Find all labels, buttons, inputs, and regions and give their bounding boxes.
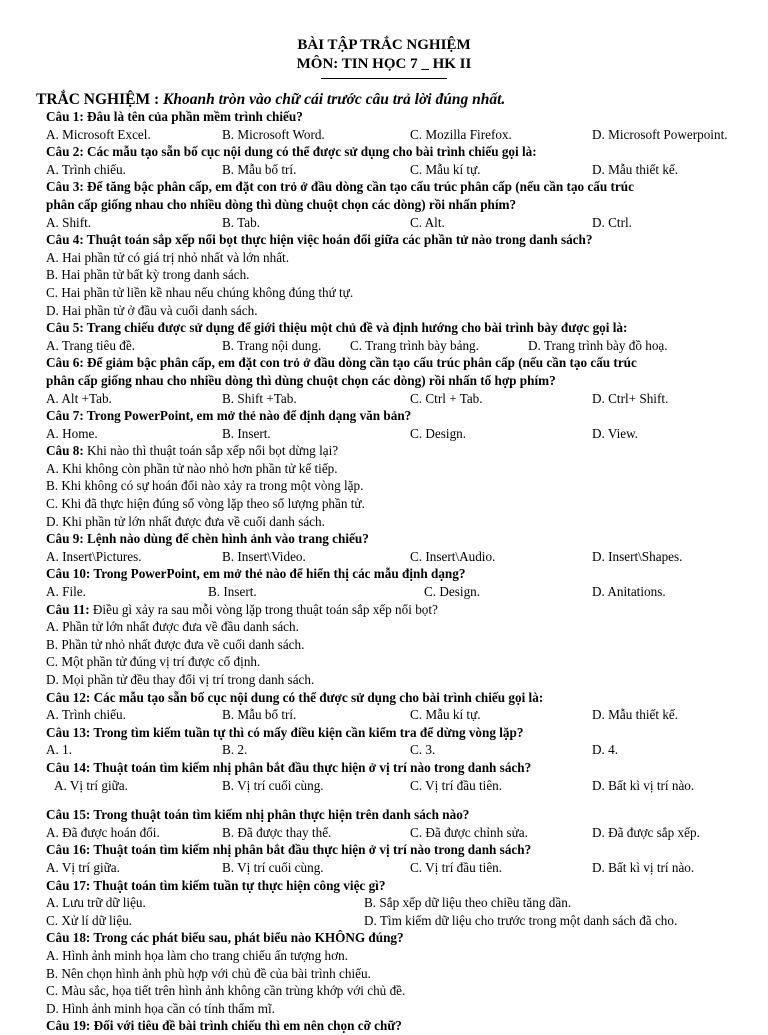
option-a: A. Vị trí giữa. <box>54 777 128 793</box>
option-d: D. Mẫu thiết kế. <box>592 161 679 177</box>
option-b: B. Đã được thay thế. <box>222 824 332 840</box>
option-c: C. Trang trình bày bảng. <box>350 337 479 353</box>
question-4: Câu 4: Thuật toán sắp xếp nổi bọt thực hiện việc hoán đổi giữa các phần tử nào trong danh sách? <box>46 232 593 248</box>
options-5 <box>46 337 762 355</box>
question-19: Câu 19: Đối với tiêu đề bài trình chiếu thì em nên chọn cỡ chữ? <box>46 1018 402 1034</box>
option-b: B. 2. <box>222 742 248 758</box>
option-d: D. Đã được sắp xếp. <box>592 824 700 840</box>
option-c: C. 3. <box>410 742 436 758</box>
option-b: B. Shift +Tab. <box>222 390 297 406</box>
question-text: Điều gì xảy ra sau mỗi vòng lặp trong thuật toán sắp xếp nổi bọt? <box>89 601 438 617</box>
options-13 <box>46 741 762 759</box>
options-1 <box>46 126 762 144</box>
option-c: C. Vị trí đầu tiên. <box>410 859 503 875</box>
question-16: Câu 16: Thuật toán tìm kiếm nhị phân bắt đầu thực hiện ở vị trí nào trong danh sách? <box>46 842 532 858</box>
question-12: Câu 12: Các mẫu tạo sẵn bố cục nội dung có thể được sử dụng cho bài trình chiếu gọi là: <box>46 689 544 705</box>
option-d: D. Anitations. <box>592 584 666 600</box>
title-underline <box>321 78 447 79</box>
option-c: C. Ctrl + Tab. <box>410 390 483 406</box>
option-b: B. Vị trí cuối cùng. <box>222 777 324 793</box>
options-17 <box>46 894 762 929</box>
option-d: D. Bất kì vị trí nào. <box>592 859 695 875</box>
question-18: Câu 18: Trong các phát biểu sau, phát biểu nào KHÔNG đúng? <box>46 930 404 946</box>
options-9 <box>46 548 762 566</box>
question-9: Câu 9: Lệnh nào dùng để chèn hình ảnh vào trang chiếu? <box>46 531 369 547</box>
option-d: D. 4. <box>592 742 619 758</box>
question-6-line-1: Câu 6: Để giảm bậc phân cấp, em đặt con trỏ ở đầu dòng cần tạo cấu trúc phân cấp (nếu cần tạo cấu trúc <box>46 355 637 371</box>
options-16 <box>46 859 762 877</box>
option-a: A. Hình ảnh minh họa làm cho trang chiếu ấn tượng hơn. <box>46 947 348 963</box>
option-a: A. Home. <box>46 425 98 441</box>
option-a: A. Shift. <box>46 214 92 230</box>
question-number: Câu 11: <box>46 601 90 617</box>
option-a: A. 1. <box>46 742 73 758</box>
option-c: C. Mozilla Firefox. <box>410 126 512 142</box>
option-a: A. File. <box>46 584 86 600</box>
option-c: C. Hai phần tử liền kề nhau nếu chúng không đúng thứ tự. <box>46 284 354 300</box>
spacer <box>46 794 762 806</box>
option-d: D. Insert\Shapes. <box>592 548 683 564</box>
option-d: D. Tìm kiếm dữ liệu cho trước trong một danh sách đã cho. <box>364 912 678 928</box>
question-11 <box>46 601 762 619</box>
instruction <box>36 91 505 109</box>
question-3-line-2: phân cấp giống nhau cho nhiều dòng thì dùng chuột chọn các dòng) rồi nhấn phím? <box>46 196 517 212</box>
option-b: B. Sắp xếp dữ liệu theo chiều tăng dần. <box>364 895 572 911</box>
option-b: B. Phần tử nhỏ nhất được đưa về cuối danh sách. <box>46 636 305 652</box>
option-d: D. Ctrl+ Shift. <box>592 390 669 406</box>
options-2 <box>46 161 762 179</box>
option-a: A. Trình chiếu. <box>46 161 126 177</box>
instruction-label: TRẮC NGHIỆM : <box>36 91 160 108</box>
document-title: BÀI TẬP TRẮC NGHIỆM <box>297 37 471 53</box>
option-d: D. Ctrl. <box>592 214 632 230</box>
option-b: B. Hai phần tử bất kỳ trong danh sách. <box>46 267 250 283</box>
question-1: Câu 1: Đâu là tên của phần mềm trình chiếu? <box>46 109 303 124</box>
option-b: B. Insert. <box>222 425 271 441</box>
question-list <box>46 108 762 1035</box>
option-b: B. Microsoft Word. <box>222 126 325 142</box>
option-b: B. Insert\Video. <box>222 548 306 564</box>
option-b: B. Trang nội dung. <box>222 337 322 353</box>
option-a: A. Khi không còn phần tử nào nhỏ hơn phần tử kế tiếp. <box>46 460 338 476</box>
question-17: Câu 17: Thuật toán tìm kiếm tuần tự thực hiện công việc gì? <box>46 877 386 893</box>
option-a: A. Trình chiếu. <box>46 707 126 723</box>
option-d: D. View. <box>592 425 639 441</box>
option-c: C. Design. <box>410 425 467 441</box>
option-c: C. Alt. <box>410 214 445 230</box>
option-c: C. Xử lí dữ liệu. <box>46 912 133 928</box>
option-a: A. Insert\Pictures. <box>46 548 142 564</box>
subject-title: MÔN: TIN HỌC 7 _ HK II <box>296 56 472 72</box>
option-d: D. Hình ảnh minh họa cần có tính thẩm mĩ. <box>46 1000 275 1016</box>
option-b: B. Mẫu bố trí. <box>222 707 297 723</box>
instruction-text: Khoanh tròn vào chữ cái trước câu trả lời đúng nhất. <box>163 91 506 108</box>
option-b: B. Tab. <box>222 214 261 230</box>
question-15: Câu 15: Trong thuật toán tìm kiếm nhị phân thực hiện trên danh sách nào? <box>46 807 470 823</box>
options-15 <box>46 824 762 842</box>
question-14: Câu 14: Thuật toán tìm kiếm nhị phân bắt đầu thực hiện ở vị trí nào trong danh sách? <box>46 759 532 775</box>
question-13: Câu 13: Trong tìm kiếm tuần tự thì có mấy điều kiện cần kiểm tra để dừng vòng lặp? <box>46 724 524 740</box>
options-14 <box>46 777 762 795</box>
options-6 <box>46 390 762 408</box>
question-text: Khi nào thì thuật toán sắp xếp nổi bọt dừng lại? <box>83 443 339 459</box>
options-3 <box>46 214 762 232</box>
option-d: D. Bất kì vị trí nào. <box>592 777 695 793</box>
question-5: Câu 5: Trang chiếu được sử dụng để giới thiệu một chủ đề và định hướng cho bài trình bày được gọi là: <box>46 320 628 336</box>
option-d: D. Trang trình bày đồ hoạ. <box>528 337 668 353</box>
question-8 <box>46 442 762 460</box>
option-c: C. Màu sắc, họa tiết trên hình ảnh không cần trùng khớp với chủ đề. <box>46 983 406 999</box>
option-d: D. Microsoft Powerpoint. <box>592 126 728 142</box>
option-c: C. Một phần tử đúng vị trí được cố định. <box>46 654 261 670</box>
option-d: D. Hai phần tử ở đầu và cuối danh sách. <box>46 302 258 318</box>
option-a: A. Microsoft Excel. <box>46 126 151 142</box>
option-d: D. Mọi phần tử đều thay đổi vị trí trong danh sách. <box>46 672 315 687</box>
option-c: C. Khi đã thực hiện đúng số vòng lặp theo số lượng phần tử. <box>46 496 365 512</box>
question-6-line-2: phân cấp giống nhau cho nhiều dòng thì dùng chuột chọn các dòng) rồi nhấn tổ hợp phím? <box>46 372 556 388</box>
question-2: Câu 2: Các mẫu tạo sẵn bố cục nội dung có thể được sử dụng cho bài trình chiếu gọi là: <box>46 144 537 160</box>
option-c: C. Vị trí đầu tiên. <box>410 777 503 793</box>
option-b: B. Khi không có sự hoán đổi nào xảy ra trong một vòng lặp. <box>46 478 364 494</box>
question-3-line-1: Câu 3: Để tăng bậc phân cấp, em đặt con trỏ ở đầu dòng cần tạo cấu trúc phân cấp (nếu cần tạo cấu trúc <box>46 179 634 195</box>
option-c: C. Đã được chỉnh sửa. <box>410 824 528 840</box>
option-c: C. Mẫu kí tự. <box>410 707 481 723</box>
option-b: B. Mẫu bố trí. <box>222 161 297 177</box>
option-c: C. Design. <box>424 584 481 600</box>
option-d: D. Mẫu thiết kế. <box>592 707 679 723</box>
options-7 <box>46 425 762 443</box>
question-7: Câu 7: Trong PowerPoint, em mở thẻ nào để định dạng văn bản? <box>46 408 412 424</box>
option-c: C. Mẫu kí tự. <box>410 161 481 177</box>
question-10: Câu 10: Trong PowerPoint, em mở thẻ nào để hiển thị các mẫu định dạng? <box>46 566 466 582</box>
option-a: A. Alt +Tab. <box>46 390 112 406</box>
question-number: Câu 8: <box>46 443 84 459</box>
options-12 <box>46 706 762 724</box>
option-a: A. Lưu trữ dữ liệu. <box>46 895 146 911</box>
option-d: D. Khi phần tử lớn nhất được đưa về cuối danh sách. <box>46 513 325 529</box>
options-10 <box>46 583 762 601</box>
option-a: A. Trang tiêu đề. <box>46 337 136 353</box>
option-b: B. Nên chọn hình ảnh phù hợp với chủ đề của bài trình chiếu. <box>46 965 371 981</box>
option-a: A. Vị trí giữa. <box>46 859 120 875</box>
option-a: A. Đã được hoán đổi. <box>46 824 160 840</box>
option-a: A. Phần tử lớn nhất được đưa về đầu danh sách. <box>46 619 299 635</box>
option-b: B. Insert. <box>208 584 257 600</box>
option-a: A. Hai phần tử có giá trị nhỏ nhất và lớn nhất. <box>46 249 290 265</box>
option-b: B. Vị trí cuối cùng. <box>222 859 324 875</box>
option-c: C. Insert\Audio. <box>410 548 496 564</box>
